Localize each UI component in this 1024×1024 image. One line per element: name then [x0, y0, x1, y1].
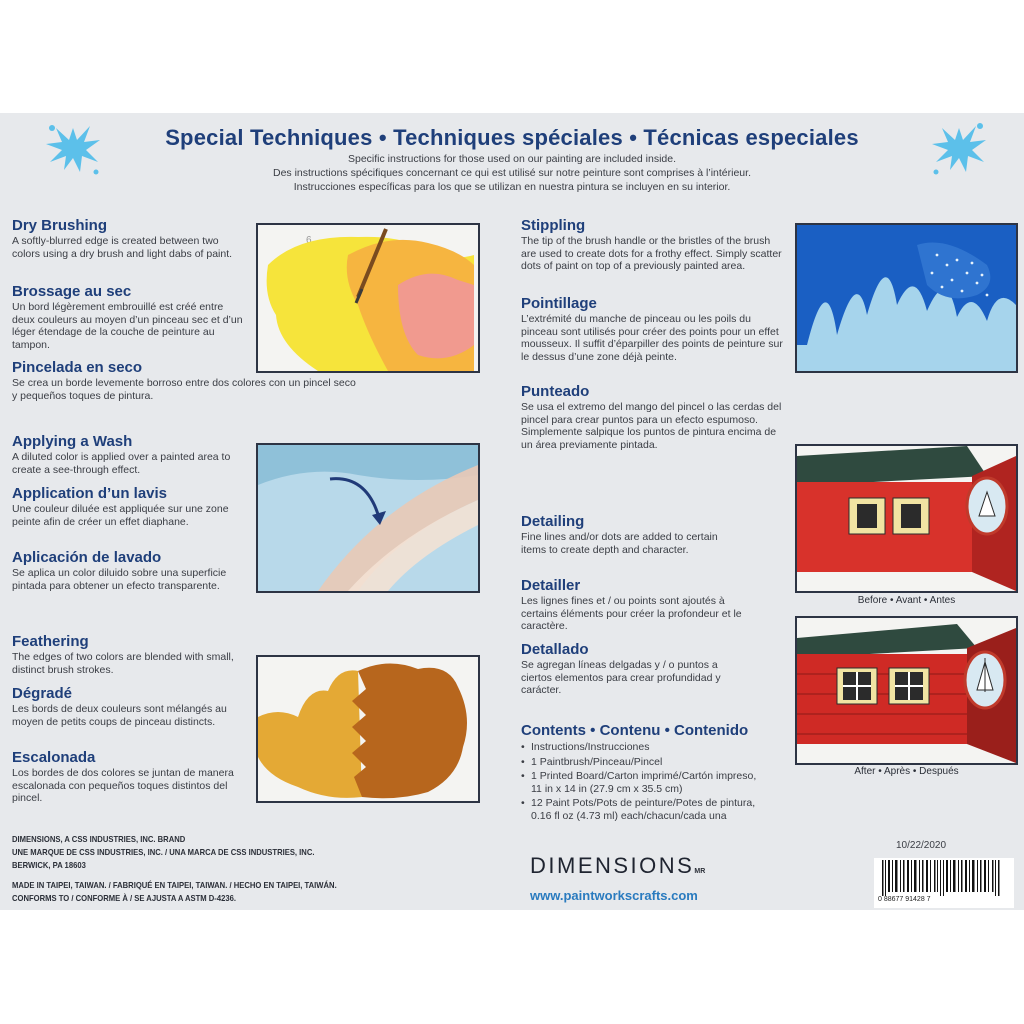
contents-heading: Contents • Contenu • Contenido: [521, 722, 749, 739]
dry-brushing-image: [256, 223, 480, 373]
lavado-text: Se aplica un color diluido sobre una superficie pintada para obtener un efecto transparente.: [12, 567, 227, 592]
dry-brushing-text-en: A softly-blurred edge is created between two colors using a dry brush and light dabs of paint.: [12, 235, 233, 260]
subtitle-en: Specific instructions for those used on our painting are included inside.: [347, 153, 677, 165]
degrade-heading: Dégradé: [12, 685, 73, 702]
stippling-text-en: The tip of the brush handle or the bristles of the brush are used to create dots for a frothy effect. Simply scatter dots of paint on top of a previously painted area.: [521, 235, 782, 273]
subtitle-es: Instrucciones específicas para los que se utilizan en nuestra pintura se incluyen en su interior.: [293, 181, 731, 193]
detailler-heading: Detailler: [521, 577, 581, 594]
detailing-after-image: [795, 616, 1018, 765]
footer-marque-line: UNE MARQUE DE CSS INDUSTRIES, INC. / UNA MARCA DE CSS INDUSTRIES, INC.: [12, 847, 315, 857]
escalonada-text: Los bordes de dos colores se juntan de manera escalonada con pequeños toques distintos del pincel.: [12, 767, 234, 805]
contents-list: [521, 741, 811, 823]
subtitle-fr: Des instructions spécifiques concernant ce qui est utilisé sur notre peinture sont comprises à l’intérieur.: [273, 167, 751, 179]
panel-number: 6: [306, 235, 312, 246]
lavis-text: Une couleur diluée est appliquée sur une zone peinte afin de créer un effet diaphane.: [12, 503, 229, 528]
feathering-image: [256, 655, 480, 803]
contents-item: 11 in x 14 in (27.9 cm x 35.5 cm): [531, 782, 683, 795]
detailing-heading: Detailing: [521, 513, 585, 530]
footer-made-in: MADE IN TAIPEI, TAIWAN. / FABRIQUÉ EN TAIPEI, TAIWAN. / HECHO EN TAIPEI, TAIWÁN.: [12, 880, 337, 890]
wash-text-en: A diluted color is applied over a painted area to create a see-through effect.: [12, 451, 231, 476]
lavis-heading: Application d’un lavis: [12, 485, 168, 502]
detailing-text-en: Fine lines and/or dots are added to certain items to create depth and character.: [521, 531, 718, 556]
barcode: [874, 858, 1014, 908]
feathering-heading: Feathering: [12, 633, 89, 650]
instruction-sheet: [0, 113, 1024, 910]
stippling-heading: Stippling: [521, 217, 586, 234]
lavado-heading: Aplicación de lavado: [12, 549, 162, 566]
footer-brand-line: DIMENSIONS, A CSS INDUSTRIES, INC. BRAND: [12, 834, 186, 844]
escalonada-heading: Escalonada: [12, 749, 96, 766]
pincelada-text: Se crea un borde levemente borroso entre dos colores con un pincel seco y pequeños toques de pintura.: [12, 377, 356, 402]
contents-item: • Instructions/Instrucciones: [521, 741, 650, 753]
brand-name: DIMENSIONS: [530, 853, 695, 878]
page-title: Special Techniques • Techniques spéciales • Técnicas especiales: [165, 125, 859, 150]
punteado-heading: Punteado: [521, 383, 590, 400]
footer-address: BERWICK, PA 18603: [12, 860, 86, 870]
feathering-text-en: The edges of two colors are blended with small, distinct brush strokes.: [12, 651, 234, 676]
degrade-text: Les bords de deux couleurs sont mélangés au moyen de petits coups de pinceau distincts.: [12, 703, 227, 728]
pointillage-text: L’extrémité du manche de pinceau ou les poils du pinceau sont utilisés pour créer des points pour un effet mousseux. Il suffit d’éparpiller des points de peinture sur le dessus d’une zone déjà peinte.: [521, 313, 783, 363]
barcode-digits: 0 88677 91428 7: [878, 896, 931, 903]
pointillage-heading: Pointillage: [521, 295, 597, 312]
website-url: www.paintworkscrafts.com: [530, 888, 698, 903]
brand-logo: [530, 853, 705, 879]
wash-heading: Applying a Wash: [12, 433, 133, 450]
footer-conforms: CONFORMS TO / CONFORME À / SE AJUSTA A ASTM D-4236.: [12, 893, 237, 903]
wash-image: [256, 443, 480, 593]
detailler-text: Les lignes fines et / ou points sont ajoutés à certains éléments pour créer la profondeur et le caractère.: [521, 595, 742, 633]
detallado-heading: Detallado: [521, 641, 589, 658]
punteado-text: Se usa el extremo del mango del pincel o las cerdas del pincel para crear puntos para un efecto espumoso. Simplemente salpique los puntos de pintura encima de un área previamente pintada.: [521, 401, 782, 451]
brossage-text: Un bord légèrement embrouillé est créé entre deux couleurs au moyen d’un pinceau sec et d’un léger étendage de la couche de peinture au tampon.: [12, 301, 243, 351]
detallado-text: Se agregan líneas delgadas y / o puntos a ciertos elementos para crear profundidad y carácter.: [521, 659, 721, 697]
before-caption: Before • Avant • Antes: [857, 595, 956, 606]
print-date: 10/22/2020: [896, 840, 947, 851]
pincelada-heading: Pincelada en seco: [12, 359, 143, 376]
stippling-image: [795, 223, 1018, 373]
brossage-heading: Brossage au sec: [12, 283, 132, 300]
contents-item: 0.16 fl oz (4.73 ml) each/chacun/cada una: [531, 809, 727, 822]
dry-brushing-heading: Dry Brushing: [12, 217, 108, 234]
contents-item: • 1 Printed Board/Carton imprimé/Cartón impreso,: [521, 770, 757, 783]
contents-item: • 12 Paint Pots/Pots de peinture/Potes de pintura,: [521, 797, 756, 810]
detailing-before-image: [795, 444, 1018, 593]
contents-item: • 1 Paintbrush/Pinceau/Pincel: [521, 755, 663, 768]
after-caption: After • Après • Después: [854, 766, 959, 777]
brand-mark: MR: [694, 868, 706, 875]
